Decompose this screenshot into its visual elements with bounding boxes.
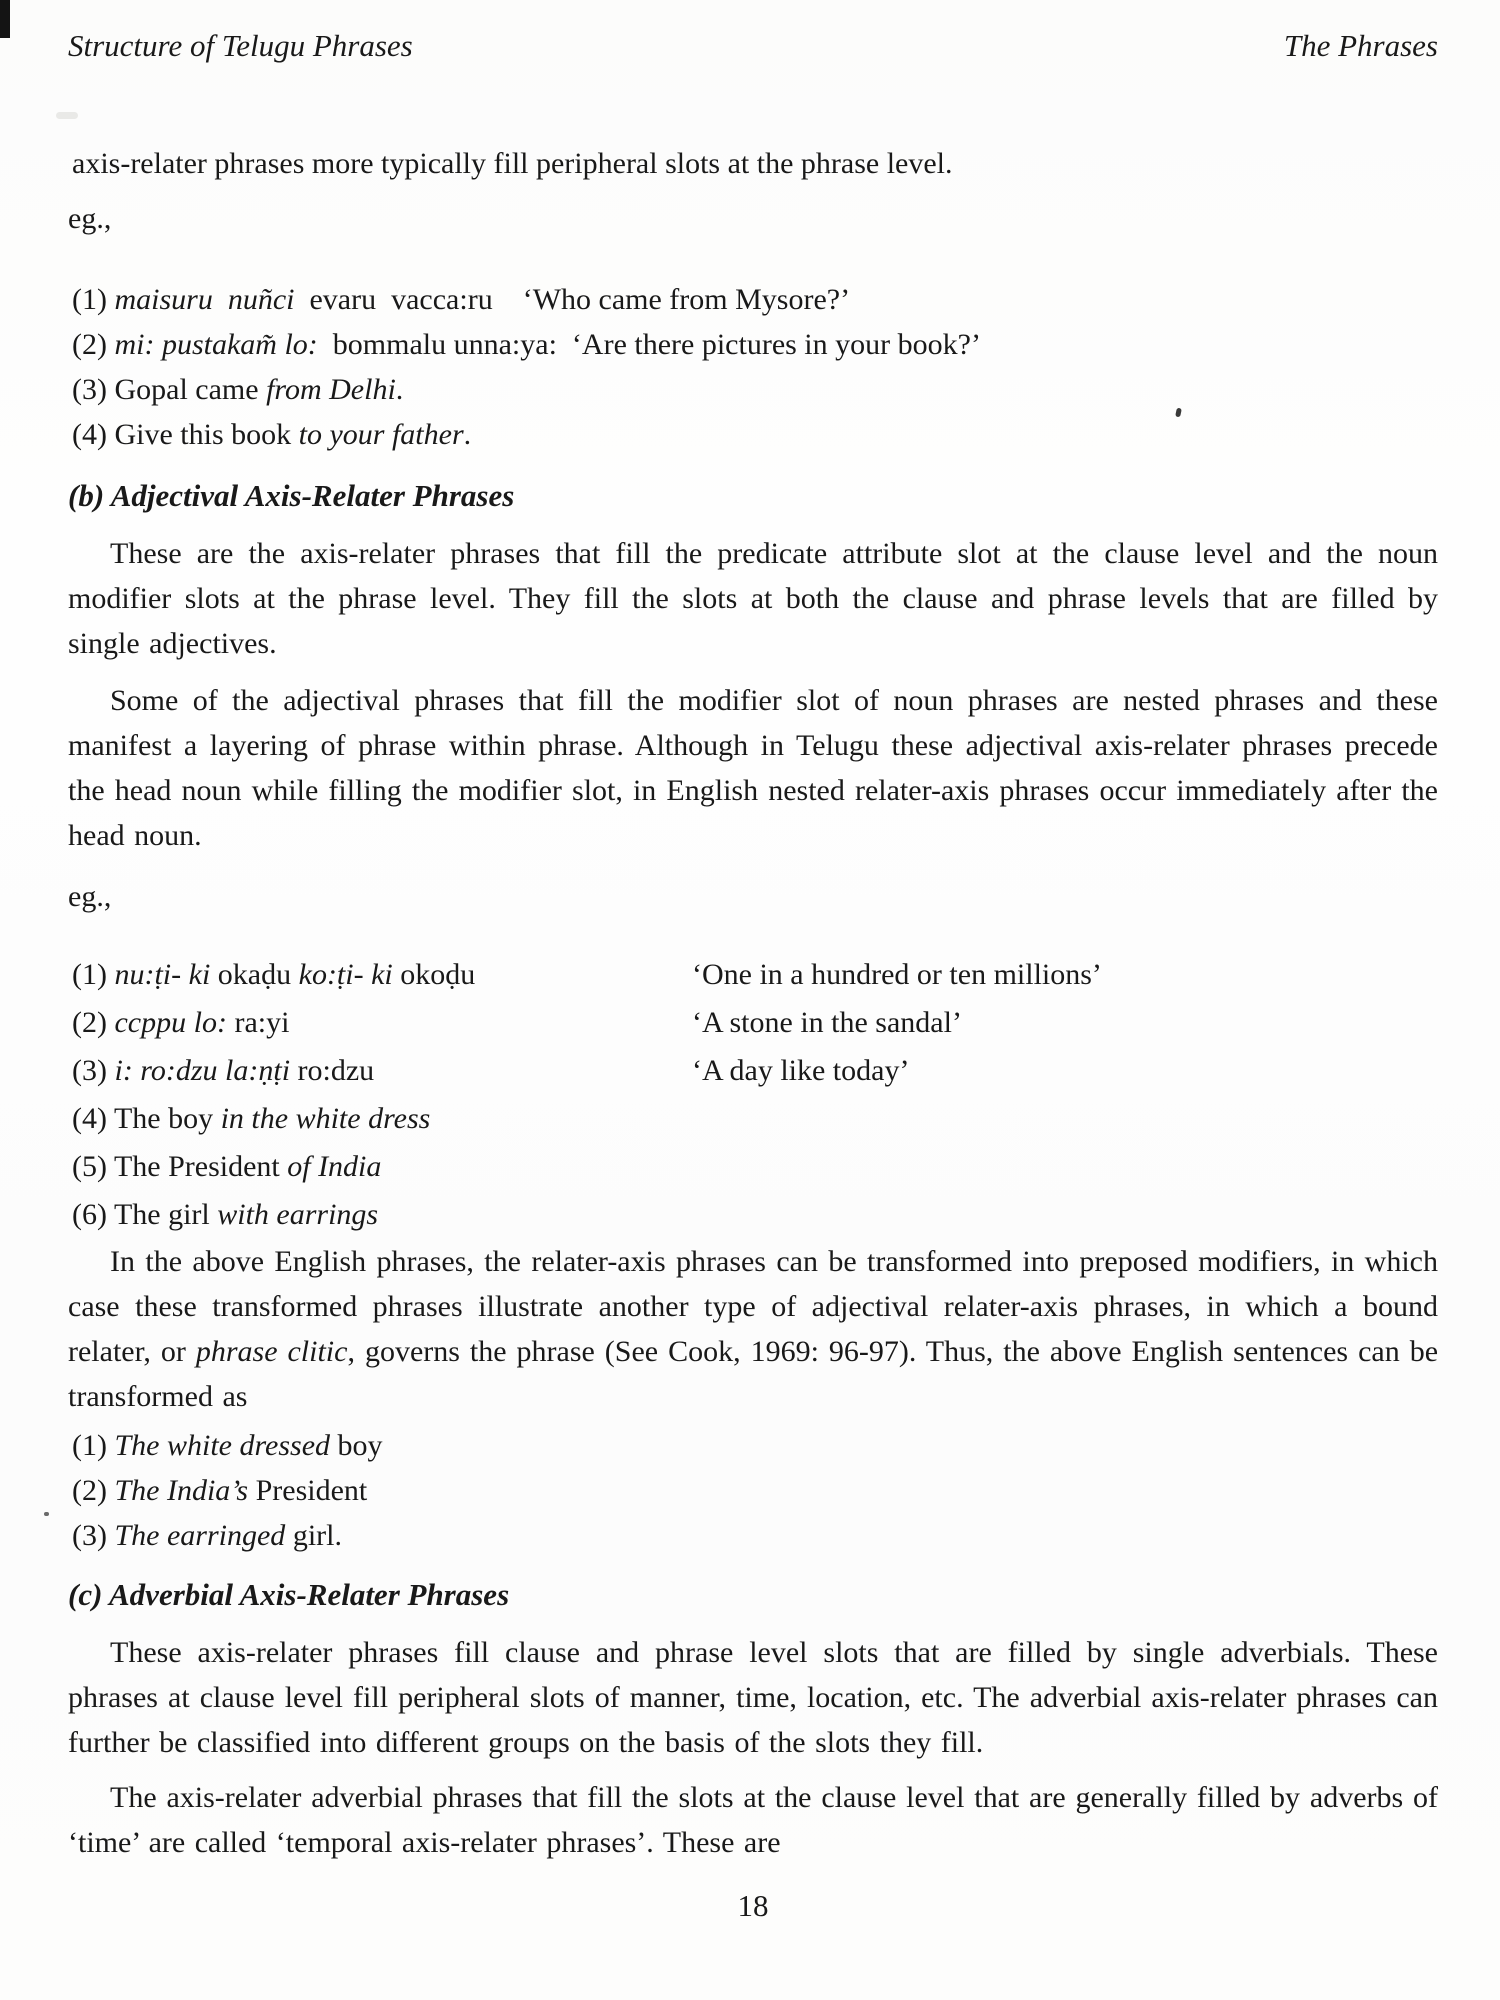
example-source: (3) i: ro:dzu la:ṇṭi ro:dzu (72, 1054, 375, 1087)
example-item-a1: (1) maisuru nuñci evaru vacca:ru ‘Who came from Mysore?’ (72, 283, 851, 316)
section-heading-c: (c) Adverbial Axis-Relater Phrases (68, 1577, 510, 1612)
page-number: 18 (737, 1888, 769, 1923)
example-item-b1 (72, 951, 1438, 999)
paragraph-b2: Some of the adjectival phrases that fill the modifier slot of noun phrases are nested phrases and these manifest a layering of phrase within phrase. Although in Telugu these adjectival axis-relater phrases precede the head noun while filling the modifier slot, in English nested relater-axis phrases occur immediately after the head noun. (68, 684, 1438, 852)
example-item-c2: (2) The India’s President (72, 1474, 368, 1507)
running-head (68, 24, 1438, 68)
paragraph-c1: These axis-relater phrases fill clause and phrase level slots that are filled by single adverbials. These phrases at clause level fill peripheral slots of manner, time, location, etc. The adverbial axis-relater phrases can further be classified into different groups on the basis of the slots they fill. (68, 1636, 1438, 1759)
example-gloss: ‘A day like today’ (692, 1054, 910, 1087)
example-item-a3: (3) Gopal came from Delhi. (72, 373, 404, 406)
example-item-c3: (3) The earringed girl. (72, 1519, 342, 1552)
eg-label-2: eg., (68, 880, 112, 913)
example-list-b (72, 951, 1438, 1239)
section-heading-b: (b) Adjectival Axis-Relater Phrases (68, 478, 515, 513)
example-item-b4 (72, 1095, 1438, 1143)
example-item-a4: (4) Give this book to your father. (72, 418, 472, 451)
example-item-c1: (1) The white dressed boy (72, 1429, 383, 1462)
paragraph-continuation-line: axis-relater phrases more typically fill peripheral slots at the phrase level. (72, 147, 953, 180)
paragraph-transform: In the above English phrases, the relater-axis phrases can be transformed into preposed modifiers, in which case these transformed phrases illustrate another type of adjectival relater-axis phrases, in which a bound relater, or phrase clitic, governs the phrase (See Cook, 1969: 96-97). Thus, the above English sentences can be transformed as (68, 1245, 1439, 1413)
example-item-b5 (72, 1143, 1438, 1191)
example-item-b6 (72, 1191, 1438, 1239)
scan-artifact-smudge (56, 112, 78, 119)
running-head-right-title: The Phrases (1283, 28, 1438, 63)
eg-label-1: eg., (68, 202, 112, 235)
paragraph-c2: The axis-relater adverbial phrases that fill the slots at the clause level that are generally filled by adverbs of ‘time’ are called ‘temporal axis-relater phrases’. These are (68, 1781, 1438, 1859)
example-item-b3 (72, 1047, 1438, 1095)
example-item-b2 (72, 999, 1438, 1047)
example-list-c (72, 1423, 1438, 1558)
example-source: (6) The girl with earrings (72, 1198, 379, 1231)
scan-artifact-corner-mark (0, 0, 10, 38)
example-item-a2: (2) mi: pustakam̃ lo: bommalu unna:ya: ‘Are there pictures in your book?’ (72, 328, 981, 361)
example-source: (4) The boy in the white dress (72, 1102, 431, 1135)
running-head-left-title: Structure of Telugu Phrases (68, 28, 413, 63)
paragraph-b1: These are the axis-relater phrases that fill the predicate attribute slot at the clause level and the noun modifier slots at the phrase level. They fill the slots at both the clause and phrase levels that are filled by single adjectives. (68, 537, 1438, 660)
example-list-a (72, 277, 1438, 457)
scan-artifact-speck (44, 1512, 49, 1516)
example-source: (1) nu:ṭi- ki okaḍu ko:ṭi- ki okoḍu (72, 958, 476, 991)
example-gloss: ‘One in a hundred or ten millions’ (692, 958, 1102, 991)
example-gloss: ‘A stone in the sandal’ (692, 1006, 962, 1039)
example-source: (2) ccppu lo: ra:yi (72, 1006, 290, 1039)
example-source: (5) The President of India (72, 1150, 382, 1183)
